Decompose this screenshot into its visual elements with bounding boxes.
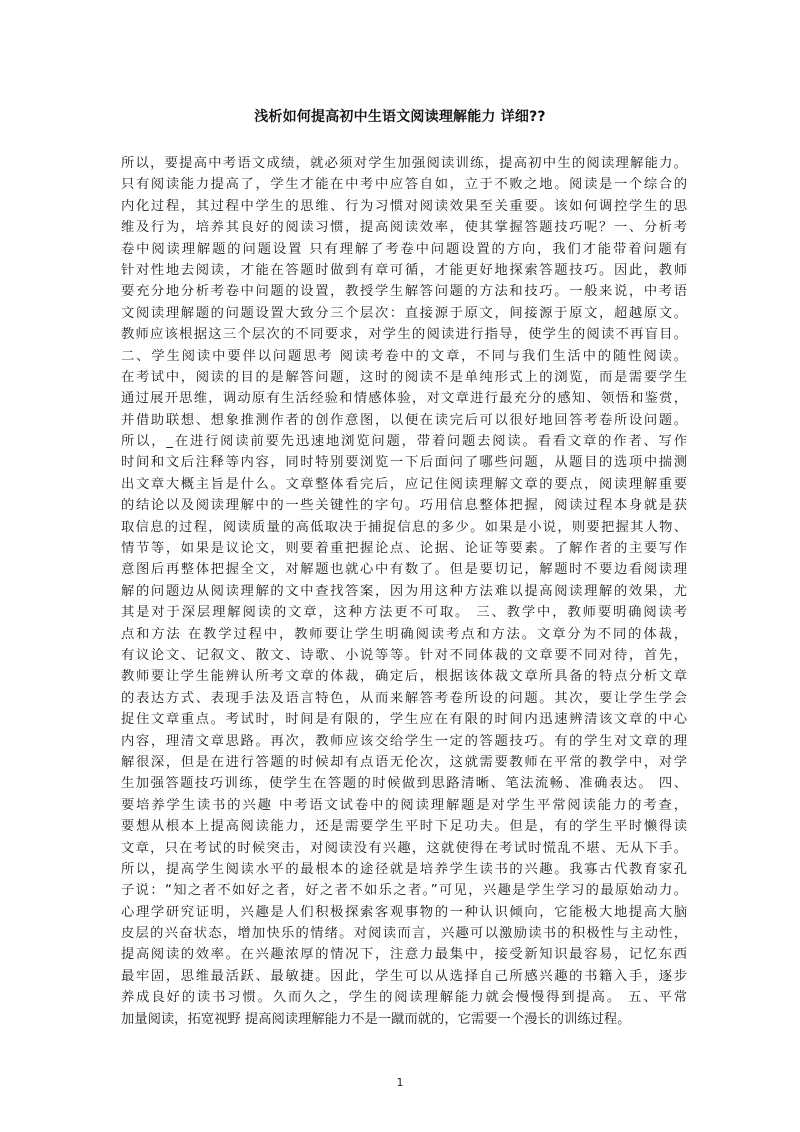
text-line: 时间和文后注释等内容，同时特别要浏览一下后面问了哪些问题，从题目的选项中揣测: [121, 455, 687, 471]
text-line: 子说：“知之者不如好之者，好之者不如乐之者。”可见，兴趣是学生学习的最原始动力。: [121, 883, 687, 899]
text-line: 情节等，如果是议论文，则要着重把握论点、论据、论证等要素。了解作者的主要写作: [121, 541, 687, 557]
text-line: 提高阅读的效率。在兴趣浓厚的情况下，注意力最集中，接受新知识最容易，记忆东西: [121, 947, 687, 963]
text-line: 出文章大概主旨是什么。文章整体看完后，应记住阅读理解文章的要点，阅读理解重要: [121, 476, 687, 492]
text-line: 捉住文章重点。考试时，时间是有限的，学生应在有限的时间内迅速辨清该文章的中心: [121, 712, 687, 728]
text-line: 解很深，但是在进行答题的时候却有点语无伦次，这就需要教师在平常的教学中，对学: [121, 754, 687, 770]
text-line: 所以，提高学生阅读水平的最根本的途径就是培养学生读书的兴趣。我寡古代教育家孔: [121, 861, 687, 877]
text-line: 教师应该根据这三个层次的不同要求，对学生的阅读进行指导，使学生的阅读不再盲目。: [121, 327, 687, 343]
text-line: 文阅读理解题的问题设置大致分三个层次：直接源于原文，间接源于原文，超越原文。: [121, 305, 687, 321]
text-line: 皮层的兴奋状态，增加快乐的情绪。对阅读而言，兴趣可以激励读书的积极性与主动性，: [121, 926, 687, 942]
text-line: 最牢固，思维最活跃、最敏捷。因此，学生可以从选择自己所感兴趣的书籍入手，逐步: [121, 968, 687, 984]
text-line: 生加强答题技巧训练，使学生在答题的时候做到思路清晰、笔法流畅、准确表达。 四、: [121, 776, 687, 792]
text-line: 只有阅读能力提高了，学生才能在中考中应答自如，立于不败之地。阅读是一个综合的: [121, 177, 687, 193]
text-line: 针对性地去阅读，才能在答题时做到有章可循，才能更好地探索答题技巧。因此，教师: [121, 262, 687, 278]
text-line: 的表达方式、表现手法及语言特色，从而来解答考卷所设的问题。其次，要让学生学会: [121, 690, 687, 706]
body-text: [121, 153, 687, 1030]
text-line: 卷中阅读理解题的问题设置 只有理解了考卷中问题设置的方向，我们才能带着问题有: [121, 241, 687, 257]
text-line: 心理学研究证明，兴趣是人们积极探索客观事物的一种认识倾向，它能极大地提高大脑: [121, 904, 687, 920]
text-line: 要想从根本上提高阅读能力，还是需要学生平时下足功夫。但是，有的学生平时懒得读: [121, 819, 687, 835]
text-line: 有议论文、记叙文、散文、诗歌、小说等等。针对不同体裁的文章要不同对待，首先，: [121, 647, 687, 663]
text-line: 教师要让学生能辨认所考文章的体裁，确定后，根据该体裁文章所具备的特点分析文章: [121, 669, 687, 685]
text-line: 意图后再整体把握全文，对解题也就心中有数了。但是要切记，解题时不要边看阅读理: [121, 562, 687, 578]
text-line: 内容，理清文章思路。再次，教师应该交给学生一定的答题技巧。有的学生对文章的理: [121, 733, 687, 749]
document-title: 浅析如何提高初中生语文阅读理解能力 详细??: [254, 109, 546, 125]
text-line: 在考试中，阅读的目的是解答问题，这时的阅读不是单纯形式上的浏览，而是需要学生: [121, 369, 687, 385]
page-number: 1: [396, 1076, 404, 1089]
text-line: 通过展开思维，调动原有生活经验和情感体验，对文章进行最充分的感知、领悟和鉴赏，: [121, 391, 687, 407]
text-line: 取信息的过程，阅读质量的高低取决于捕捉信息的多少。如果是小说，则要把握其人物、: [121, 519, 687, 535]
text-line: 要充分地分析考卷中问题的设置，教授学生解答问题的方法和技巧。一般来说，中考语: [121, 284, 687, 300]
text-line: 加量阅读，拓宽视野 提高阅读理解能力不是一蹴而就的，它需要一个漫长的训练过程。: [121, 1011, 631, 1027]
text-line: 二、学生阅读中要伴以问题思考 阅读考卷中的文章，不同与我们生活中的随性阅读。: [121, 348, 687, 364]
text-line: 的结论以及阅读理解中的一些关键性的字句。巧用信息整体把握，阅读过程本身就是获: [121, 498, 687, 514]
text-line: 文章，只在考试的时候突击，对阅读没有兴趣，这就使得在考试时慌乱不堪、无从下手。: [121, 840, 687, 856]
text-line: 并借助联想、想象推测作者的创作意图，以便在读完后可以很好地回答考卷所设问题。: [121, 412, 687, 428]
text-line: 所以，_在进行阅读前要先迅速地浏览问题，带着问题去阅读。看看文章的作者、写作: [121, 434, 687, 450]
text-line: 内化过程，其过程中学生的思维、行为习惯对阅读效果至关重要。该如何调控学生的思: [121, 198, 687, 214]
text-line: 所以，要提高中考语文成绩，就必须对学生加强阅读训练，提高初中生的阅读理解能力。: [121, 156, 687, 171]
text-line: 解的问题边从阅读理解的文中查找答案，因为用这种方法难以提高阅读理解的效果，尤: [121, 583, 687, 599]
text-line: 点和方法 在教学过程中，教师要让学生明确阅读考点和方法。文章分为不同的体裁，: [121, 626, 687, 642]
text-line: 其是对于深层理解阅读的文章，这种方法更不可取。 三、教学中，教师要明确阅读考: [121, 605, 687, 621]
text-line: 维及行为，培养其良好的阅读习惯，提高阅读效率，使其掌握答题技巧呢？一、分析考: [121, 220, 687, 236]
text-line: 要培养学生读书的兴趣 中考语文试卷中的阅读理解题是对学生平常阅读能力的考查，: [121, 797, 687, 813]
text-line: 养成良好的读书习惯。久而久之，学生的阅读理解能力就会慢慢得到提高。 五、平常: [121, 990, 687, 1006]
